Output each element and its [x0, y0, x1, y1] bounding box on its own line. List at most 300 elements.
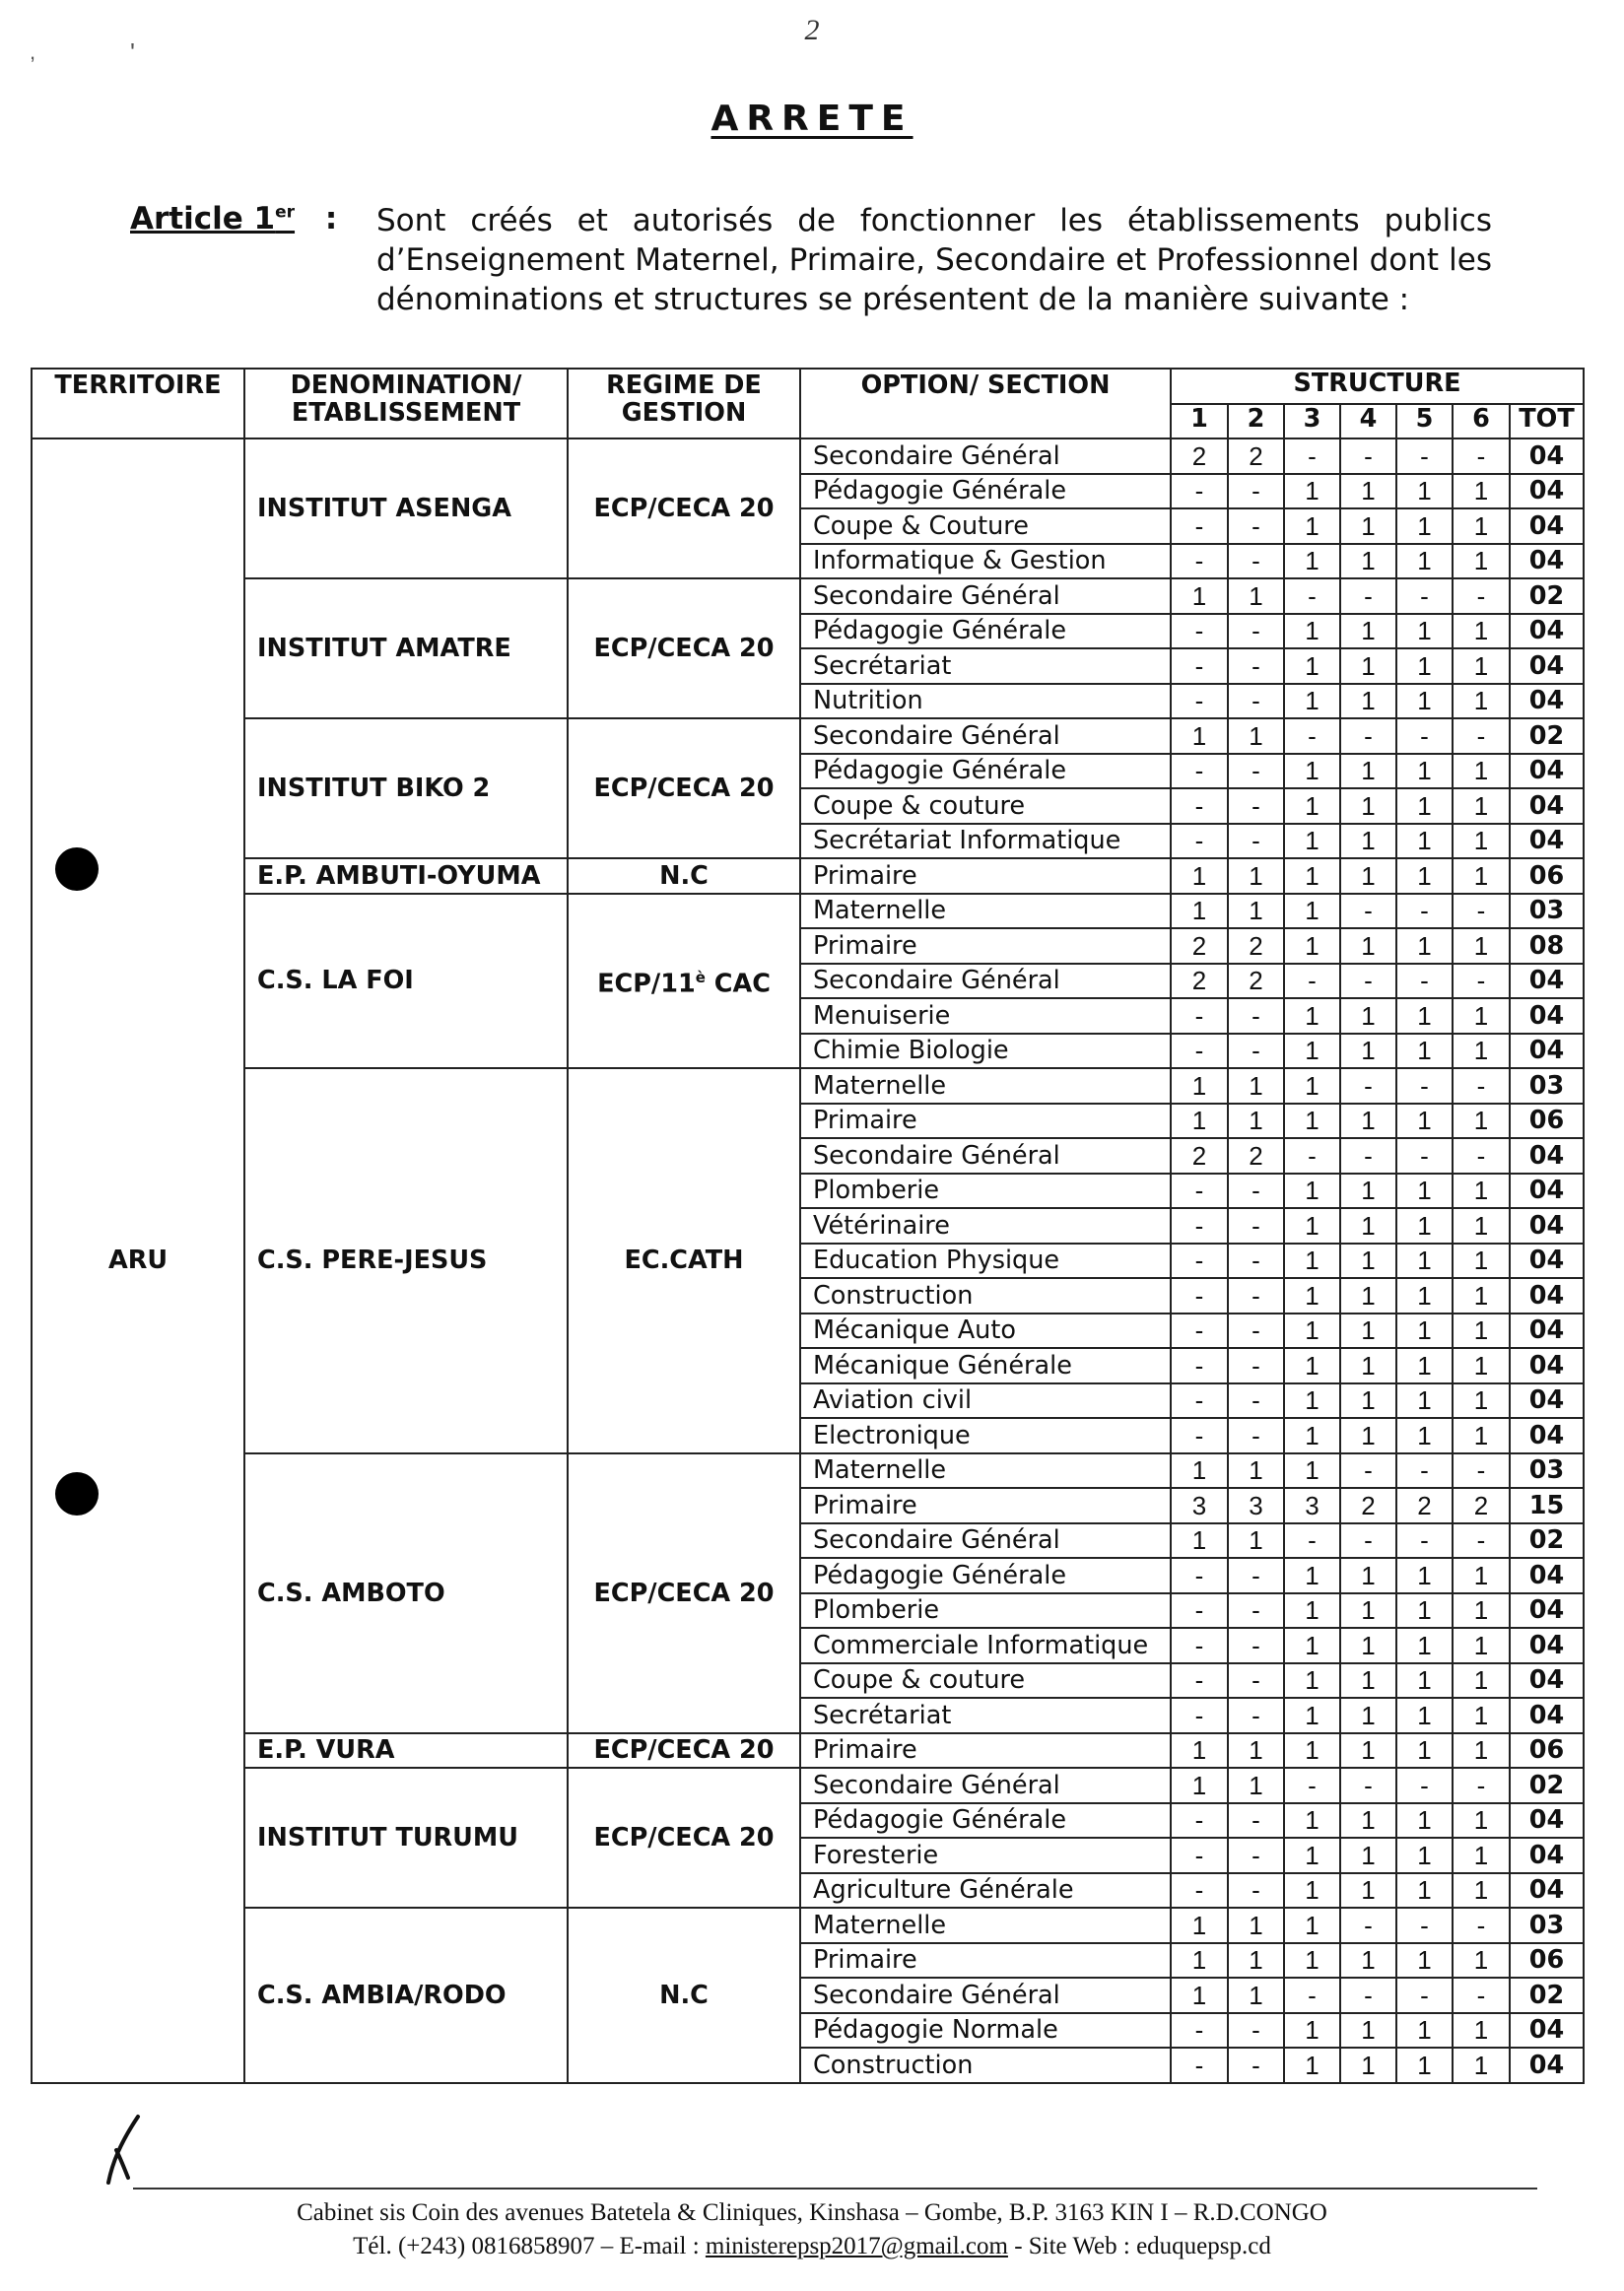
total-cell: 04: [1510, 998, 1584, 1034]
structure-cell-3: 1: [1284, 1803, 1340, 1839]
structure-cell-4: 1: [1340, 1174, 1396, 1209]
structure-cell-2: 1: [1228, 1768, 1284, 1803]
structure-cell-5: 1: [1396, 1244, 1453, 1279]
structure-cell-3: 1: [1284, 1208, 1340, 1244]
structure-cell-4: 1: [1340, 1628, 1396, 1663]
regime-cell: EC.CATH: [568, 1068, 800, 1453]
structure-cell-4: -: [1340, 1978, 1396, 2013]
structure-cell-6: 1: [1453, 1663, 1510, 1699]
document-title: ARRETE: [710, 99, 914, 139]
structure-cell-5: -: [1396, 894, 1453, 929]
structure-cell-1: 1: [1171, 1104, 1228, 1139]
structure-cell-6: 1: [1453, 1034, 1510, 1069]
structure-cell-1: -: [1171, 1663, 1228, 1699]
structure-cell-1: -: [1171, 1418, 1228, 1453]
structure-cell-3: 1: [1284, 474, 1340, 509]
option-cell: Informatique & Gestion: [800, 544, 1171, 579]
option-cell: Maternelle: [800, 1068, 1171, 1104]
total-cell: 04: [1510, 1803, 1584, 1839]
structure-cell-3: 1: [1284, 894, 1340, 929]
option-cell: Education Physique: [800, 1244, 1171, 1279]
school-name: C.S. AMBOTO: [244, 1453, 568, 1733]
structure-cell-1: -: [1171, 1314, 1228, 1349]
scan-mark: ': [130, 37, 135, 67]
table-row: [32, 578, 1584, 614]
structure-cell-4: 1: [1340, 1803, 1396, 1839]
structure-cell-1: 1: [1171, 1733, 1228, 1769]
structure-cell-1: -: [1171, 754, 1228, 789]
structure-cell-2: -: [1228, 684, 1284, 719]
structure-cell-6: 1: [1453, 2048, 1510, 2083]
structure-cell-2: 1: [1228, 1733, 1284, 1769]
structure-cell-5: 1: [1396, 2013, 1453, 2049]
structure-cell-5: 1: [1396, 648, 1453, 684]
structure-cell-5: 1: [1396, 1104, 1453, 1139]
structure-cell-3: 1: [1284, 614, 1340, 649]
structure-table: [31, 368, 1585, 2084]
structure-cell-4: 1: [1340, 1663, 1396, 1699]
structure-cell-3: 1: [1284, 998, 1340, 1034]
structure-cell-3: 1: [1284, 1453, 1340, 1489]
option-cell: Aviation civil: [800, 1383, 1171, 1419]
structure-cell-4: 1: [1340, 508, 1396, 544]
option-cell: Primaire: [800, 858, 1171, 894]
structure-cell-1: 2: [1171, 1138, 1228, 1174]
option-cell: Secondaire Général: [800, 1768, 1171, 1803]
table-row: [32, 718, 1584, 754]
structure-cell-6: 1: [1453, 474, 1510, 509]
structure-cell-2: -: [1228, 648, 1284, 684]
structure-cell-1: -: [1171, 824, 1228, 859]
structure-cell-2: 1: [1228, 1453, 1284, 1489]
footer-address: Cabinet sis Coin des avenues Batetela & Cliniques, Kinshasa – Gombe, B.P. 3163 KIN I – R.D.CONGO: [297, 2199, 1327, 2226]
total-cell: 02: [1510, 1768, 1584, 1803]
table-row: [32, 1733, 1584, 1769]
structure-cell-5: -: [1396, 1768, 1453, 1803]
table-row: [32, 1453, 1584, 1489]
structure-cell-1: -: [1171, 1593, 1228, 1629]
structure-cell-3: 1: [1284, 1873, 1340, 1909]
structure-cell-2: 1: [1228, 1978, 1284, 2013]
school-name: INSTITUT AMATRE: [244, 578, 568, 718]
structure-cell-2: -: [1228, 1208, 1284, 1244]
structure-cell-5: 1: [1396, 684, 1453, 719]
option-cell: Secondaire Général: [800, 718, 1171, 754]
structure-cell-5: 1: [1396, 1208, 1453, 1244]
structure-cell-1: 2: [1171, 964, 1228, 999]
option-cell: Coupe & couture: [800, 788, 1171, 824]
structure-cell-4: 1: [1340, 1314, 1396, 1349]
total-cell: 04: [1510, 1838, 1584, 1873]
option-cell: Primaire: [800, 1104, 1171, 1139]
structure-cell-5: 1: [1396, 1803, 1453, 1839]
structure-cell-3: 1: [1284, 1908, 1340, 1943]
total-cell: 04: [1510, 1383, 1584, 1419]
structure-cell-2: 1: [1228, 1943, 1284, 1979]
structure-cell-6: -: [1453, 438, 1510, 474]
total-cell: 04: [1510, 1873, 1584, 1909]
structure-cell-4: 1: [1340, 648, 1396, 684]
structure-cell-5: -: [1396, 1908, 1453, 1943]
structure-cell-3: 1: [1284, 684, 1340, 719]
total-cell: 04: [1510, 1698, 1584, 1733]
structure-cell-2: -: [1228, 998, 1284, 1034]
structure-cell-5: 1: [1396, 1733, 1453, 1769]
structure-cell-5: 1: [1396, 1278, 1453, 1314]
structure-cell-6: 1: [1453, 1314, 1510, 1349]
total-cell: 04: [1510, 1208, 1584, 1244]
option-cell: Maternelle: [800, 894, 1171, 929]
structure-cell-4: -: [1340, 1068, 1396, 1104]
structure-cell-4: 1: [1340, 788, 1396, 824]
structure-col-5: 5: [1396, 404, 1453, 439]
total-cell: 04: [1510, 1348, 1584, 1383]
table-body: [32, 438, 1584, 2083]
structure-cell-6: 1: [1453, 1208, 1510, 1244]
regime-cell: ECP/CECA 20: [568, 1768, 800, 1908]
structure-cell-4: -: [1340, 1523, 1396, 1559]
structure-cell-6: 1: [1453, 1418, 1510, 1453]
structure-cell-6: -: [1453, 1138, 1510, 1174]
structure-cell-5: 2: [1396, 1488, 1453, 1523]
structure-cell-2: -: [1228, 544, 1284, 579]
structure-cell-6: 1: [1453, 544, 1510, 579]
structure-cell-5: 1: [1396, 928, 1453, 964]
structure-cell-2: -: [1228, 2013, 1284, 2049]
structure-cell-2: -: [1228, 1558, 1284, 1593]
structure-cell-1: -: [1171, 2048, 1228, 2083]
structure-cell-5: 1: [1396, 474, 1453, 509]
structure-cell-4: 1: [1340, 1383, 1396, 1419]
total-cell: 02: [1510, 1978, 1584, 2013]
table-row: [32, 438, 1584, 474]
option-cell: Construction: [800, 1278, 1171, 1314]
structure-cell-6: 1: [1453, 1348, 1510, 1383]
structure-cell-3: 1: [1284, 508, 1340, 544]
total-cell: 03: [1510, 1068, 1584, 1104]
structure-cell-1: -: [1171, 648, 1228, 684]
structure-cell-3: 1: [1284, 2048, 1340, 2083]
header-denomination: DENOMINATION/ ETABLISSEMENT: [244, 369, 568, 438]
structure-cell-1: -: [1171, 544, 1228, 579]
option-cell: Secondaire Général: [800, 438, 1171, 474]
structure-cell-4: 1: [1340, 1873, 1396, 1909]
total-cell: 02: [1510, 578, 1584, 614]
school-name: C.S. LA FOI: [244, 894, 568, 1069]
option-cell: Chimie Biologie: [800, 1034, 1171, 1069]
structure-cell-6: -: [1453, 964, 1510, 999]
regime-cell: ECP/CECA 20: [568, 1453, 800, 1733]
structure-cell-5: -: [1396, 1068, 1453, 1104]
total-cell: 04: [1510, 648, 1584, 684]
structure-cell-3: -: [1284, 964, 1340, 999]
total-cell: 04: [1510, 2013, 1584, 2049]
structure-cell-6: 1: [1453, 1104, 1510, 1139]
structure-cell-1: -: [1171, 474, 1228, 509]
structure-cell-6: 1: [1453, 648, 1510, 684]
structure-cell-2: -: [1228, 788, 1284, 824]
structure-cell-2: -: [1228, 1244, 1284, 1279]
structure-cell-6: 1: [1453, 508, 1510, 544]
structure-cell-6: 1: [1453, 998, 1510, 1034]
structure-cell-6: 1: [1453, 1698, 1510, 1733]
structure-cell-4: 1: [1340, 858, 1396, 894]
header-structure: STRUCTURE: [1171, 369, 1584, 404]
total-cell: 04: [1510, 684, 1584, 719]
option-cell: Mécanique Auto: [800, 1314, 1171, 1349]
regime-cell: N.C: [568, 858, 800, 894]
structure-cell-1: -: [1171, 1034, 1228, 1069]
structure-cell-3: 1: [1284, 1558, 1340, 1593]
structure-cell-1: 1: [1171, 1768, 1228, 1803]
structure-cell-3: -: [1284, 718, 1340, 754]
structure-cell-3: 1: [1284, 1628, 1340, 1663]
footer-divider: [133, 2188, 1537, 2190]
structure-cell-1: -: [1171, 1174, 1228, 1209]
option-cell: Coupe & Couture: [800, 508, 1171, 544]
structure-cell-5: 1: [1396, 614, 1453, 649]
structure-cell-6: -: [1453, 718, 1510, 754]
structure-cell-2: -: [1228, 824, 1284, 859]
structure-cell-3: 1: [1284, 788, 1340, 824]
header-regime: REGIME DE GESTION: [568, 369, 800, 438]
structure-cell-4: 1: [1340, 1278, 1396, 1314]
total-cell: 06: [1510, 1943, 1584, 1979]
structure-cell-4: -: [1340, 438, 1396, 474]
table-row: [32, 858, 1584, 894]
school-name: E.P. AMBUTI-OYUMA: [244, 858, 568, 894]
regime-cell: ECP/CECA 20: [568, 718, 800, 858]
structure-cell-1: 2: [1171, 928, 1228, 964]
structure-cell-5: 1: [1396, 1558, 1453, 1593]
total-cell: 06: [1510, 1104, 1584, 1139]
structure-cell-4: 1: [1340, 1348, 1396, 1383]
structure-cell-1: 1: [1171, 1453, 1228, 1489]
structure-cell-2: 2: [1228, 928, 1284, 964]
structure-cell-6: 1: [1453, 1733, 1510, 1769]
total-cell: 08: [1510, 928, 1584, 964]
structure-cell-6: 2: [1453, 1488, 1510, 1523]
structure-cell-4: 1: [1340, 1698, 1396, 1733]
option-cell: Plomberie: [800, 1174, 1171, 1209]
structure-cell-4: 1: [1340, 754, 1396, 789]
structure-cell-6: -: [1453, 1523, 1510, 1559]
structure-cell-3: 1: [1284, 1943, 1340, 1979]
footer-contact: Tél. (+243) 0816858907 – E-mail : ministerepsp2017@gmail.com - Site Web : eduquepsp.cd: [353, 2233, 1271, 2259]
option-cell: Mécanique Générale: [800, 1348, 1171, 1383]
structure-cell-5: -: [1396, 718, 1453, 754]
page-number: 2: [804, 14, 820, 46]
structure-cell-2: 1: [1228, 1068, 1284, 1104]
regime-cell: ECP/CECA 20: [568, 438, 800, 578]
structure-cell-6: 1: [1453, 788, 1510, 824]
option-cell: Agriculture Générale: [800, 1873, 1171, 1909]
structure-cell-1: 1: [1171, 1978, 1228, 2013]
structure-cell-4: 1: [1340, 1943, 1396, 1979]
structure-cell-1: -: [1171, 998, 1228, 1034]
option-cell: Secondaire Général: [800, 1978, 1171, 2013]
structure-cell-4: 1: [1340, 614, 1396, 649]
article-number: Article 1er: [130, 201, 296, 236]
total-cell: 03: [1510, 1453, 1584, 1489]
structure-cell-4: 1: [1340, 824, 1396, 859]
total-cell: 04: [1510, 1418, 1584, 1453]
structure-cell-4: 1: [1340, 1104, 1396, 1139]
structure-cell-6: 1: [1453, 858, 1510, 894]
structure-cell-6: 1: [1453, 684, 1510, 719]
structure-cell-3: 1: [1284, 1034, 1340, 1069]
total-cell: 04: [1510, 544, 1584, 579]
total-cell: 02: [1510, 1523, 1584, 1559]
structure-cell-5: 1: [1396, 998, 1453, 1034]
structure-cell-3: 1: [1284, 544, 1340, 579]
structure-cell-4: 1: [1340, 1838, 1396, 1873]
structure-cell-4: 1: [1340, 998, 1396, 1034]
option-cell: Primaire: [800, 1943, 1171, 1979]
structure-cell-6: 1: [1453, 1174, 1510, 1209]
school-name: INSTITUT TURUMU: [244, 1768, 568, 1908]
structure-cell-5: 1: [1396, 1873, 1453, 1909]
regime-cell: ECP/CECA 20: [568, 578, 800, 718]
structure-cell-3: 3: [1284, 1488, 1340, 1523]
structure-cell-4: -: [1340, 1138, 1396, 1174]
structure-col-2: 2: [1228, 404, 1284, 439]
structure-cell-4: -: [1340, 964, 1396, 999]
structure-cell-2: 1: [1228, 578, 1284, 614]
option-cell: Pédagogie Générale: [800, 1803, 1171, 1839]
structure-cell-5: 1: [1396, 1628, 1453, 1663]
total-cell: 06: [1510, 858, 1584, 894]
structure-cell-6: 1: [1453, 1838, 1510, 1873]
structure-cell-5: -: [1396, 1978, 1453, 2013]
structure-cell-2: 1: [1228, 858, 1284, 894]
option-cell: Secondaire Général: [800, 578, 1171, 614]
structure-cell-3: 1: [1284, 1174, 1340, 1209]
structure-cell-1: -: [1171, 1244, 1228, 1279]
structure-cell-4: -: [1340, 1453, 1396, 1489]
structure-cell-4: -: [1340, 718, 1396, 754]
structure-cell-1: -: [1171, 614, 1228, 649]
table-row: [32, 1768, 1584, 1803]
structure-cell-6: 1: [1453, 754, 1510, 789]
option-cell: Secondaire Général: [800, 1138, 1171, 1174]
structure-cell-5: 1: [1396, 508, 1453, 544]
structure-cell-2: 2: [1228, 438, 1284, 474]
structure-cell-5: -: [1396, 1453, 1453, 1489]
option-cell: Coupe & couture: [800, 1663, 1171, 1699]
structure-cell-2: -: [1228, 1418, 1284, 1453]
option-cell: Primaire: [800, 1733, 1171, 1769]
option-cell: Commerciale Informatique: [800, 1628, 1171, 1663]
structure-cell-4: 1: [1340, 1034, 1396, 1069]
structure-cell-5: 1: [1396, 1383, 1453, 1419]
total-cell: 03: [1510, 894, 1584, 929]
structure-cell-2: -: [1228, 1348, 1284, 1383]
total-cell: 04: [1510, 1034, 1584, 1069]
option-cell: Secondaire Général: [800, 1523, 1171, 1559]
structure-cell-2: 1: [1228, 718, 1284, 754]
structure-cell-4: 1: [1340, 1418, 1396, 1453]
structure-cell-6: -: [1453, 1978, 1510, 2013]
structure-cell-6: 1: [1453, 1558, 1510, 1593]
option-cell: Pédagogie Normale: [800, 2013, 1171, 2049]
structure-cell-2: -: [1228, 2048, 1284, 2083]
structure-cell-3: 1: [1284, 1698, 1340, 1733]
structure-cell-1: -: [1171, 1558, 1228, 1593]
structure-cell-2: -: [1228, 1803, 1284, 1839]
structure-cell-6: 1: [1453, 928, 1510, 964]
structure-cell-2: 1: [1228, 1523, 1284, 1559]
structure-col-tot: TOT: [1510, 404, 1584, 439]
structure-cell-3: 1: [1284, 858, 1340, 894]
structure-cell-3: 1: [1284, 928, 1340, 964]
structure-cell-5: 1: [1396, 1838, 1453, 1873]
structure-cell-1: 1: [1171, 894, 1228, 929]
structure-cell-5: 1: [1396, 788, 1453, 824]
option-cell: Menuiserie: [800, 998, 1171, 1034]
regime-cell: N.C: [568, 1908, 800, 2083]
structure-cell-2: -: [1228, 1873, 1284, 1909]
total-cell: 02: [1510, 718, 1584, 754]
structure-cell-6: -: [1453, 1453, 1510, 1489]
structure-cell-3: 1: [1284, 648, 1340, 684]
structure-cell-4: 1: [1340, 474, 1396, 509]
total-cell: 04: [1510, 508, 1584, 544]
structure-cell-4: 1: [1340, 928, 1396, 964]
structure-cell-3: 1: [1284, 1278, 1340, 1314]
option-cell: Secrétariat Informatique: [800, 824, 1171, 859]
structure-cell-2: 2: [1228, 964, 1284, 999]
structure-cell-6: 1: [1453, 1278, 1510, 1314]
structure-cell-6: -: [1453, 1068, 1510, 1104]
structure-cell-1: 1: [1171, 1068, 1228, 1104]
structure-cell-4: -: [1340, 578, 1396, 614]
structure-cell-4: 1: [1340, 2048, 1396, 2083]
signature-mark: [99, 2109, 158, 2188]
structure-cell-3: 1: [1284, 754, 1340, 789]
structure-cell-2: -: [1228, 1383, 1284, 1419]
structure-cell-6: -: [1453, 1908, 1510, 1943]
structure-cell-1: -: [1171, 1348, 1228, 1383]
structure-cell-2: 2: [1228, 1138, 1284, 1174]
structure-cell-6: 1: [1453, 1943, 1510, 1979]
structure-cell-6: -: [1453, 578, 1510, 614]
structure-cell-3: -: [1284, 1978, 1340, 2013]
structure-cell-5: -: [1396, 1523, 1453, 1559]
structure-cell-5: -: [1396, 1138, 1453, 1174]
total-cell: 04: [1510, 2048, 1584, 2083]
option-cell: Nutrition: [800, 684, 1171, 719]
structure-cell-4: -: [1340, 894, 1396, 929]
structure-cell-5: 1: [1396, 1663, 1453, 1699]
structure-cell-1: -: [1171, 1698, 1228, 1733]
structure-cell-1: 1: [1171, 1523, 1228, 1559]
total-cell: 04: [1510, 788, 1584, 824]
structure-cell-5: -: [1396, 578, 1453, 614]
structure-cell-2: 1: [1228, 1104, 1284, 1139]
structure-cell-2: -: [1228, 614, 1284, 649]
structure-cell-2: -: [1228, 1698, 1284, 1733]
total-cell: 04: [1510, 1138, 1584, 1174]
total-cell: 04: [1510, 1593, 1584, 1629]
structure-cell-1: 3: [1171, 1488, 1228, 1523]
structure-cell-1: 1: [1171, 578, 1228, 614]
option-cell: Plomberie: [800, 1593, 1171, 1629]
school-name: INSTITUT ASENGA: [244, 438, 568, 578]
structure-cell-6: 1: [1453, 614, 1510, 649]
footer-email[interactable]: ministerepsp2017@gmail.com: [705, 2233, 1008, 2259]
regime-cell: ECP/CECA 20: [568, 1733, 800, 1769]
